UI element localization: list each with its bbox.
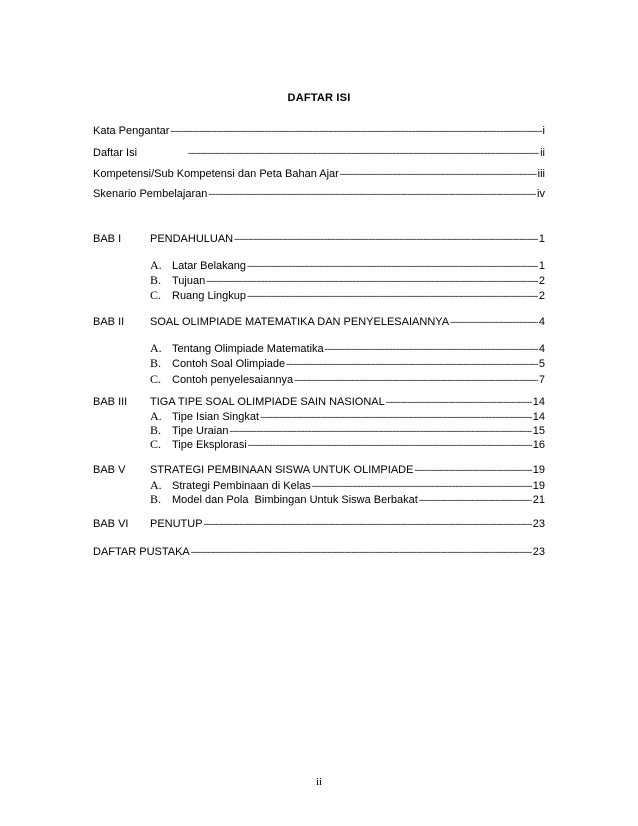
- section-letter: B.: [150, 423, 162, 437]
- dot-leader: [208, 187, 536, 201]
- dot-leader: [229, 424, 531, 438]
- dot-leader: [206, 274, 538, 288]
- toc-entry-label: Daftar Isi: [93, 147, 138, 159]
- chapter-title-entry: [150, 232, 545, 246]
- section-letter: B.: [150, 356, 162, 370]
- section-entry: [150, 437, 545, 451]
- chapter-title: PENDAHULUAN: [150, 233, 234, 245]
- section-entry: [150, 478, 545, 492]
- section-entry: [150, 341, 545, 355]
- dot-leader: [188, 146, 539, 160]
- section-label: Contoh Soal Olimpiade: [172, 358, 286, 370]
- toc-entry-page: iii: [537, 168, 545, 180]
- dot-leader: [312, 479, 532, 493]
- section-page: 7: [538, 374, 545, 386]
- toc-entry-daftar-pustaka: [93, 545, 545, 559]
- dot-leader: [325, 342, 538, 356]
- dot-leader: [286, 357, 538, 371]
- section-label: Ruang Lingkup: [172, 290, 247, 302]
- toc-entry-page: ii: [540, 147, 545, 159]
- dot-leader: [204, 517, 532, 531]
- section-page: 16: [532, 439, 545, 451]
- chapter-page: 19: [532, 464, 545, 476]
- dot-leader: [248, 438, 532, 452]
- section-entry: [150, 492, 545, 506]
- toc-entry-kata-pengantar: [93, 124, 545, 138]
- section-letter: A.: [150, 478, 162, 492]
- chapter-number: BAB V: [93, 464, 126, 476]
- section-letter: A.: [150, 409, 162, 423]
- section-letter: A.: [150, 258, 162, 272]
- section-entry: [150, 258, 545, 272]
- chapter-title-entry: [150, 463, 545, 477]
- chapter-title: TIGA TIPE SOAL OLIMPIADE SAIN NASIONAL: [150, 396, 385, 408]
- toc-entry-page: i: [542, 125, 545, 137]
- chapter-number: BAB II: [93, 316, 125, 328]
- section-entry: [150, 356, 545, 370]
- section-letter: C.: [150, 372, 162, 386]
- section-label: Strategi Pembinaan di Kelas: [172, 480, 311, 492]
- dot-leader: [191, 545, 532, 559]
- toc-entry-kompetensi: [93, 167, 545, 181]
- chapter-number: BAB III: [93, 396, 128, 408]
- section-page: 14: [532, 411, 545, 423]
- dot-leader: [386, 395, 532, 409]
- toc-entry-label: Kompetensi/Sub Kompetensi dan Peta Bahan Ajar: [93, 168, 339, 180]
- section-label: Tujuan: [172, 275, 206, 287]
- toc-entry-page: 23: [532, 546, 545, 558]
- dot-leader: [247, 289, 538, 303]
- dot-leader: [419, 493, 532, 507]
- section-label: Tentang Olimpiade Matematika: [172, 343, 324, 355]
- section-entry: [150, 288, 545, 302]
- section-entry: [150, 372, 545, 386]
- toc-entry-label: Skenario Pembelajaran: [93, 188, 208, 200]
- section-label: Model dan Pola Bimbingan Untuk Siswa Berbakat: [172, 494, 418, 506]
- chapter-number: BAB I: [93, 233, 122, 245]
- toc-entry-daftar-isi: [93, 146, 545, 160]
- dot-leader: [294, 373, 538, 387]
- section-page: 5: [538, 358, 545, 370]
- chapter-title-entry: [150, 315, 545, 329]
- dot-leader: [260, 410, 532, 424]
- toc-entry-skenario: [93, 187, 545, 201]
- chapter-title-entry: [150, 517, 545, 531]
- section-entry: [150, 423, 545, 437]
- chapter-page: 23: [532, 518, 545, 530]
- section-label: Contoh penyelesaiannya: [172, 374, 294, 386]
- section-letter: A.: [150, 341, 162, 355]
- section-label: Latar Belakang: [172, 260, 246, 272]
- section-letter: C.: [150, 437, 162, 451]
- section-page: 2: [538, 290, 545, 302]
- section-page: 2: [538, 275, 545, 287]
- section-page: 19: [532, 480, 545, 492]
- chapter-page: 4: [538, 316, 545, 328]
- section-letter: C.: [150, 288, 162, 302]
- page-title: DAFTAR ISI: [287, 92, 351, 104]
- dot-leader: [234, 232, 538, 246]
- section-label: Tipe Eksplorasi: [172, 439, 247, 451]
- dot-leader: [414, 463, 531, 477]
- toc-entry-label: DAFTAR PUSTAKA: [93, 546, 190, 558]
- dot-leader: [450, 315, 538, 329]
- chapter-number: BAB VI: [93, 518, 129, 530]
- dot-leader: [340, 167, 537, 181]
- section-page: 15: [532, 425, 545, 437]
- section-page: 21: [532, 494, 545, 506]
- toc-entry-page: iv: [537, 188, 545, 200]
- section-page: 1: [538, 260, 545, 272]
- section-entry: [150, 409, 545, 423]
- section-letter: B.: [150, 492, 162, 506]
- section-label: Tipe Uraian: [172, 425, 229, 437]
- toc-entry-label: Kata Pengantar: [93, 125, 170, 137]
- page-number: ii: [315, 776, 323, 788]
- chapter-title: SOAL OLIMPIADE MATEMATIKA DAN PENYELESAIANNYA: [150, 316, 450, 328]
- section-entry: [150, 273, 545, 287]
- chapter-title: PENUTUP: [150, 518, 203, 530]
- chapter-title-entry: [150, 395, 545, 409]
- section-label: Tipe Isian Singkat: [172, 411, 260, 423]
- section-letter: B.: [150, 273, 162, 287]
- chapter-page: 14: [532, 396, 545, 408]
- section-page: 4: [538, 343, 545, 355]
- chapter-page: 1: [538, 233, 545, 245]
- dot-leader: [170, 124, 541, 138]
- chapter-title: STRATEGI PEMBINAAN SISWA UNTUK OLIMPIADE: [150, 464, 414, 476]
- dot-leader: [247, 259, 538, 273]
